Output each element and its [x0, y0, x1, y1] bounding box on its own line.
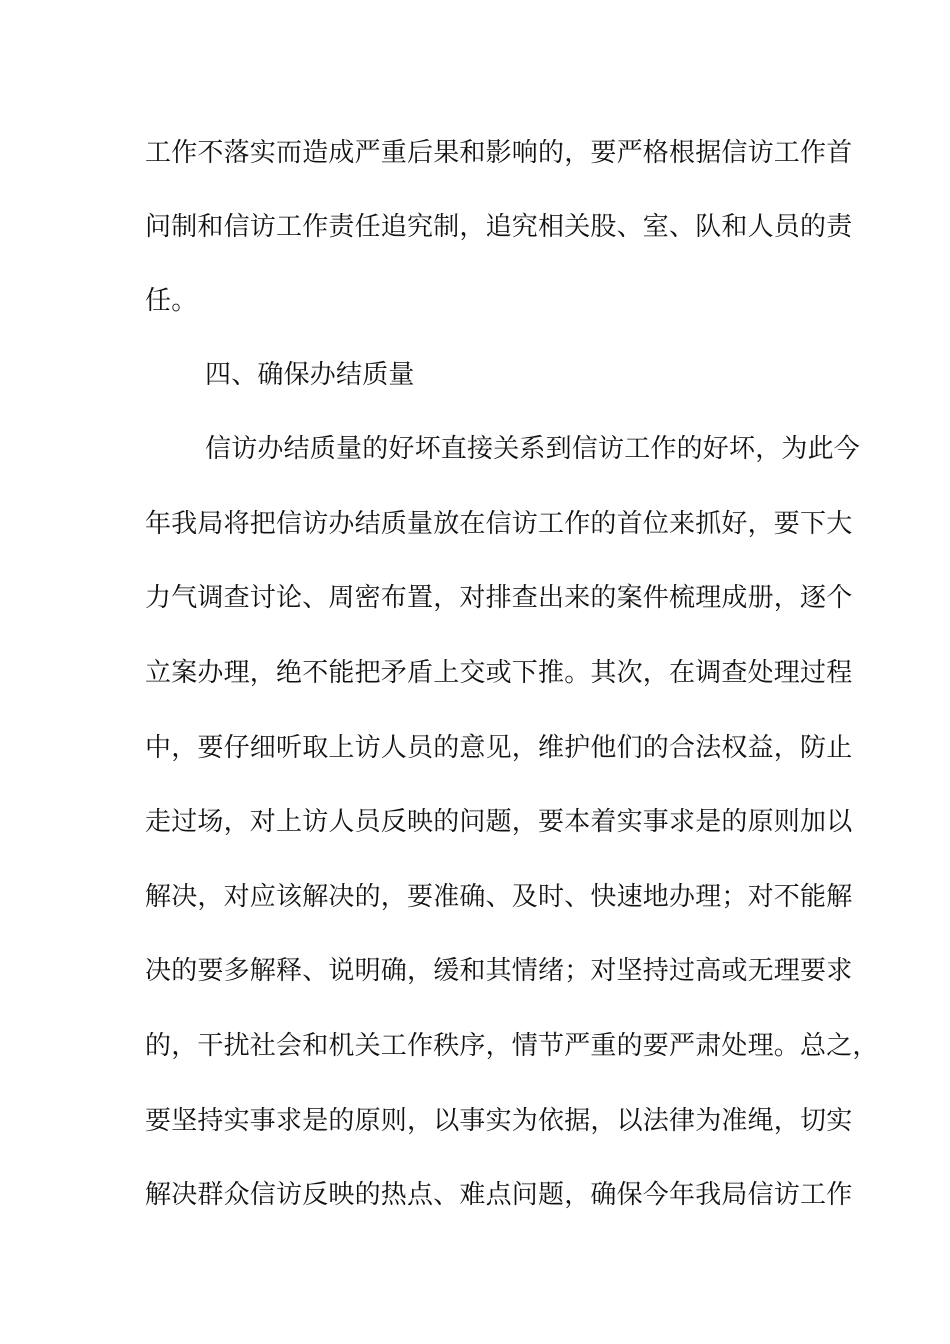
paragraph-line: 立案办理，绝不能把矛盾上交或下推。其次，在调查处理过程: [145, 658, 853, 688]
paragraph-line: 任。: [145, 286, 198, 316]
paragraph-line: 决的要多解释、说明确，缓和其情绪；对坚持过高或无理要求: [145, 956, 853, 986]
section-heading: 四、确保办结质量: [205, 360, 415, 390]
paragraph-line: 中，要仔细听取上访人员的意见，维护他们的合法权益，防止: [145, 733, 853, 763]
paragraph-line: 的，干扰社会和机关工作秩序，情节严重的要严肃处理。总之，: [145, 1031, 879, 1061]
paragraph-line: 要坚持实事求是的原则，以事实为依据，以法律为准绳，切实: [145, 1106, 853, 1136]
paragraph-line: 力气调查讨论、周密布置，对排查出来的案件梳理成册，逐个: [145, 583, 853, 613]
paragraph-line: 解决，对应该解决的，要准确、及时、快速地办理；对不能解: [145, 882, 853, 912]
paragraph-line: 走过场，对上访人员反映的问题，要本着实事求是的原则加以: [145, 807, 853, 837]
paragraph-line: 解决群众信访反映的热点、难点问题，确保今年我局信访工作: [145, 1180, 853, 1210]
paragraph-line: 工作不落实而造成严重后果和影响的，要严格根据信访工作首: [145, 138, 853, 168]
paragraph-line: 信访办结质量的好坏直接关系到信访工作的好坏，为此今: [205, 434, 861, 464]
paragraph-line: 问制和信访工作责任追究制，追究相关股、室、队和人员的责: [145, 212, 853, 242]
paragraph-line: 年我局将把信访办结质量放在信访工作的首位来抓好，要下大: [145, 509, 853, 539]
